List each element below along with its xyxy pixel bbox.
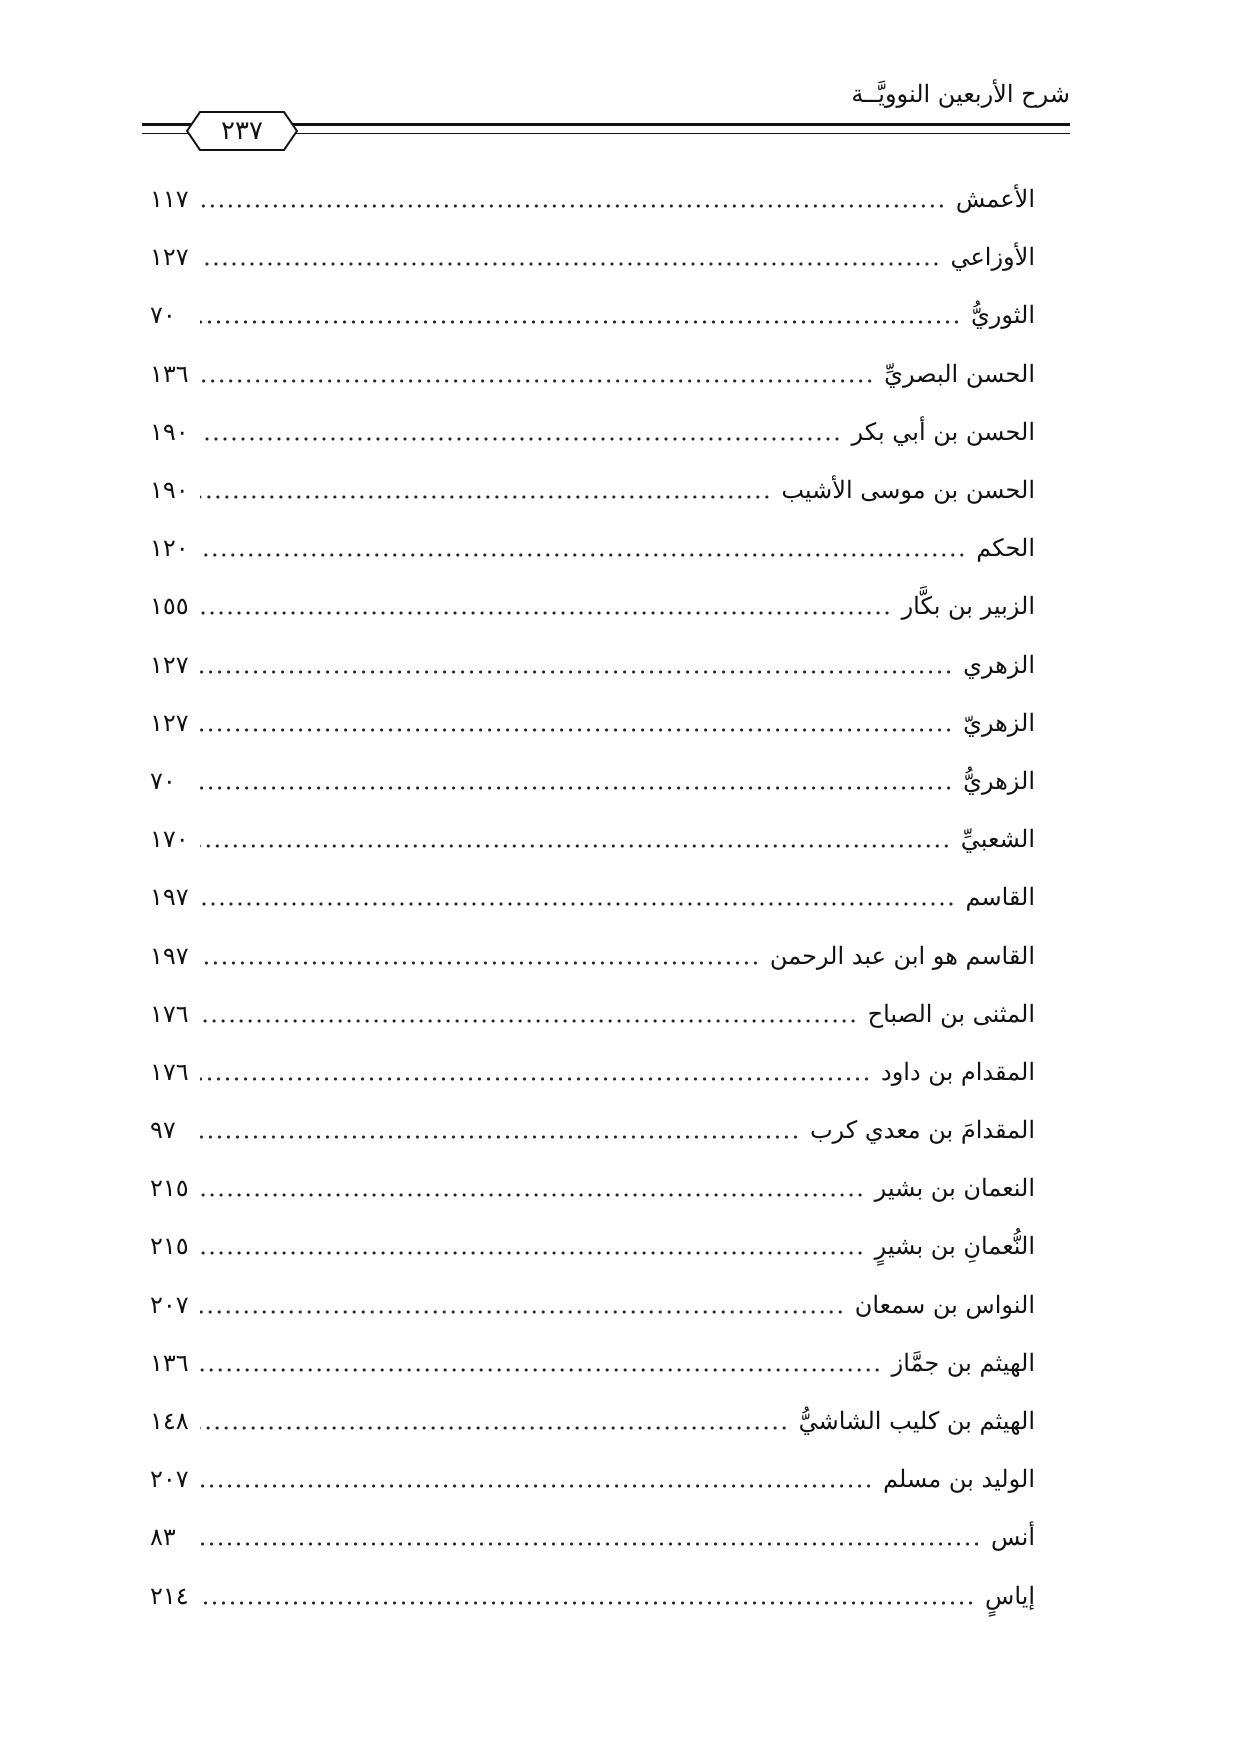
index-entry	[150, 1508, 1035, 1566]
dot-leader	[200, 303, 961, 327]
index-entry	[150, 519, 1035, 577]
entry-name: الحسن البصريِّ	[884, 359, 1035, 388]
entry-name: الوليد بن مسلم	[883, 1465, 1035, 1494]
index-entry	[150, 403, 1035, 461]
page-number-frame	[186, 111, 298, 151]
index-entry	[150, 636, 1035, 694]
entry-page: ٧٠	[150, 766, 176, 795]
dot-leader	[200, 1409, 789, 1433]
dot-leader	[200, 885, 955, 909]
dot-leader	[200, 1293, 845, 1317]
entry-name: النُّعمانِ بن بشيرٍ	[874, 1232, 1035, 1261]
entry-name: الشعبيِّ	[960, 825, 1035, 854]
dot-leader	[200, 1351, 882, 1375]
dot-leader	[200, 478, 771, 502]
index-entry	[150, 1217, 1035, 1275]
dot-leader	[200, 1467, 873, 1491]
entry-name: النواس بن سمعان	[854, 1290, 1035, 1319]
dot-leader	[200, 1002, 858, 1026]
page-number: ٢٣٧	[221, 116, 263, 146]
index-entry	[150, 228, 1035, 286]
entry-name: أنس	[991, 1523, 1035, 1552]
dot-leader	[200, 187, 946, 211]
entry-page: ٢٠٧	[150, 1465, 189, 1494]
entry-page: ١٧٦	[150, 1057, 189, 1086]
name-index-list	[150, 170, 1035, 1625]
index-entry	[150, 1392, 1035, 1450]
dot-leader	[200, 1525, 981, 1549]
entry-page: ١٥٥	[150, 592, 189, 621]
entry-name: الزهري	[963, 650, 1035, 679]
entry-page: ١٩٠	[150, 417, 189, 446]
dot-leader	[200, 711, 953, 735]
index-entry	[150, 461, 1035, 519]
entry-page: ٧٠	[150, 301, 176, 330]
index-entry	[150, 752, 1035, 810]
entry-page: ١٧٦	[150, 999, 189, 1028]
entry-name: الحسن بن أبي بكر	[851, 417, 1035, 446]
entry-name: الهيثم بن جمَّاز	[891, 1348, 1035, 1377]
entry-page: ١٤٨	[150, 1407, 189, 1436]
entry-page: ١٢٧	[150, 650, 189, 679]
entry-page: ٢١٥	[150, 1232, 189, 1261]
index-entry	[150, 926, 1035, 984]
entry-page: ٨٣	[150, 1523, 176, 1552]
index-entry	[150, 170, 1035, 228]
entry-page: ١٩٧	[150, 883, 189, 912]
entry-name: إياسٍ	[985, 1581, 1035, 1610]
entry-page: ٢١٥	[150, 1174, 189, 1203]
index-entry	[150, 1159, 1035, 1217]
dot-leader	[200, 1234, 865, 1258]
entry-name: المثنى بن الصباح	[867, 999, 1035, 1028]
index-entry	[150, 345, 1035, 403]
dot-leader	[200, 653, 953, 677]
entry-page: ١٣٦	[150, 359, 189, 388]
entry-page: ١٢٧	[150, 708, 189, 737]
entry-page: ١٩٠	[150, 476, 189, 505]
entry-page: ١٢٧	[150, 243, 189, 272]
index-entry	[150, 1450, 1035, 1508]
dot-leader	[200, 769, 953, 793]
dot-leader	[200, 944, 760, 968]
entry-page: ١٧٠	[150, 825, 189, 854]
index-entry	[150, 810, 1035, 868]
dot-leader	[200, 1118, 800, 1142]
index-entry	[150, 577, 1035, 635]
book-title: شرح الأربعين النوويَّــة	[851, 80, 1070, 108]
dot-leader	[200, 362, 874, 386]
entry-name: الزهريّ	[963, 708, 1035, 737]
entry-name: القاسم	[965, 883, 1035, 912]
dot-leader	[200, 1060, 871, 1084]
index-entry	[150, 1101, 1035, 1159]
entry-name: الحسن بن موسى الأشيب	[781, 476, 1035, 505]
entry-name: الحكم	[976, 534, 1035, 563]
dot-leader	[200, 536, 966, 560]
entry-page: ٢١٤	[150, 1581, 189, 1610]
entry-page: ٩٧	[150, 1116, 176, 1145]
entry-page: ١٢٠	[150, 534, 189, 563]
entry-name: الزبير بن بكَّار	[901, 592, 1035, 621]
index-entry	[150, 286, 1035, 344]
index-entry	[150, 985, 1035, 1043]
dot-leader	[200, 1584, 975, 1608]
dot-leader	[200, 827, 951, 851]
dot-leader	[200, 1176, 865, 1200]
entry-page: ١٣٦	[150, 1348, 189, 1377]
entry-name: المقدامَ بن معدي كرب	[809, 1116, 1035, 1145]
entry-name: الهيثم بن كليب الشاشيُّ	[798, 1407, 1035, 1436]
entry-name: المقدام بن داود	[881, 1057, 1035, 1086]
index-entry	[150, 1276, 1035, 1334]
index-entry	[150, 1334, 1035, 1392]
index-entry	[150, 868, 1035, 926]
entry-name: الأعمش	[955, 185, 1035, 214]
dot-leader	[200, 594, 892, 618]
entry-name: الأوزاعي	[950, 243, 1035, 272]
entry-name: النعمان بن بشير	[874, 1174, 1035, 1203]
entry-page: ١١٧	[150, 185, 189, 214]
entry-name: القاسم هو ابن عبد الرحمن	[769, 941, 1035, 970]
entry-page: ١٩٧	[150, 941, 189, 970]
entry-page: ٢٠٧	[150, 1290, 189, 1319]
entry-name: الثوريُّ	[971, 301, 1035, 330]
index-entry	[150, 694, 1035, 752]
dot-leader	[200, 245, 940, 269]
index-entry	[150, 1043, 1035, 1101]
entry-name: الزهريُّ	[963, 766, 1035, 795]
index-entry	[150, 1567, 1035, 1625]
dot-leader	[200, 420, 841, 444]
